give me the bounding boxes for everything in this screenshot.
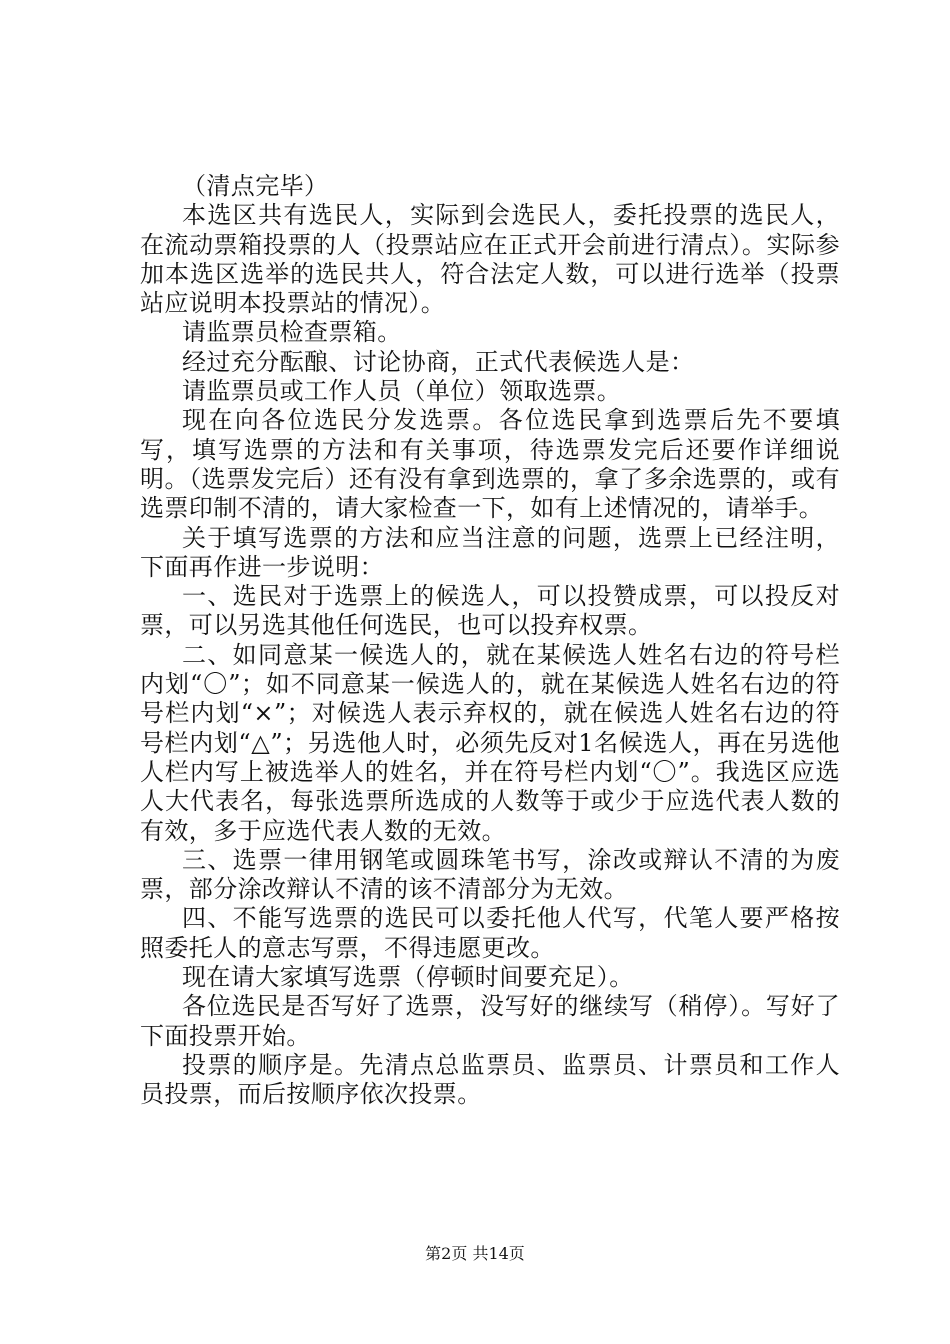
paragraph-14: 投票的顺序是。先清点总监票员、监票员、计票员和工作人员投票，而后按顺序依次投票。 — [140, 1050, 840, 1109]
paragraph-7: 关于填写选票的方法和应当注意的问题，选票上已经注明，下面再作进一步说明： — [140, 523, 840, 581]
paragraph-2: 本选区共有选民人，实际到会选民人，委托投票的选民人，在流动票箱投票的人（投票站应在正式开会前进行清点）。实际参加本选区选举的选民共人，符合法定人数，可以进行选举（投票站应说明本投票站的情况）。 — [140, 201, 840, 318]
document-body — [140, 172, 840, 1110]
paragraph-12: 现在请大家填写选票（停顿时间要充足）。 — [182, 963, 634, 992]
paragraph-1: （清点完毕） — [182, 172, 329, 200]
paragraph-5: 请监票员或工作人员（单位）领取选票。 — [182, 377, 622, 406]
paragraph-13: 各位选民是否写好了选票，没写好的继续写（稍停）。写好了下面投票开始。 — [140, 992, 840, 1050]
page-footer: 第2页 共14页 — [425, 1244, 525, 1263]
paragraph-10: 三、选票一律用钢笔或圆珠笔书写，涂改或辩认不清的为废票，部分涂改辩认不清的该不清部分为无效。 — [140, 845, 840, 904]
paragraph-8: 一、选民对于选票上的候选人，可以投赞成票，可以投反对票，可以另选其他任何选民，也可以投弃权票。 — [140, 582, 840, 640]
paragraph-11: 四、不能写选票的选民可以委托他人代写，代笔人要严格按照委托人的意志写票，不得违愿更改。 — [140, 904, 840, 962]
paragraph-6: 现在向各位选民分发选票。各位选民拿到选票后先不要填写，填写选票的方法和有关事项，待选票发完后还要作详细说明。（选票发完后）还有没有拿到选票的，拿了多余选票的，或有选票印制不清的，请大家检查一下，如有上述情况的，请举手。 — [140, 406, 840, 523]
paragraph-4: 经过充分酝酿、讨论协商，正式代表候选人是： — [182, 347, 695, 376]
paragraph-3: 请监票员检查票箱。 — [182, 318, 402, 347]
paragraph-9: 二、如同意某一候选人的，就在某候选人姓名右边的符号栏内划“〇”；如不同意某一候选人的，就在某候选人姓名右边的符号栏内划“×”；对候选人表示弃权的，就在候选人姓名右边的符号栏内划“△”；另选他人时，必须先反对1名候选人，再在另选他人栏内写上被选举人的姓名，并在符号栏内划“〇”。我选区应选人大代表名，每张选票所选成的人数等于或少于应选代表人数的有效，多于应选代表人数的无效。 — [140, 640, 840, 845]
